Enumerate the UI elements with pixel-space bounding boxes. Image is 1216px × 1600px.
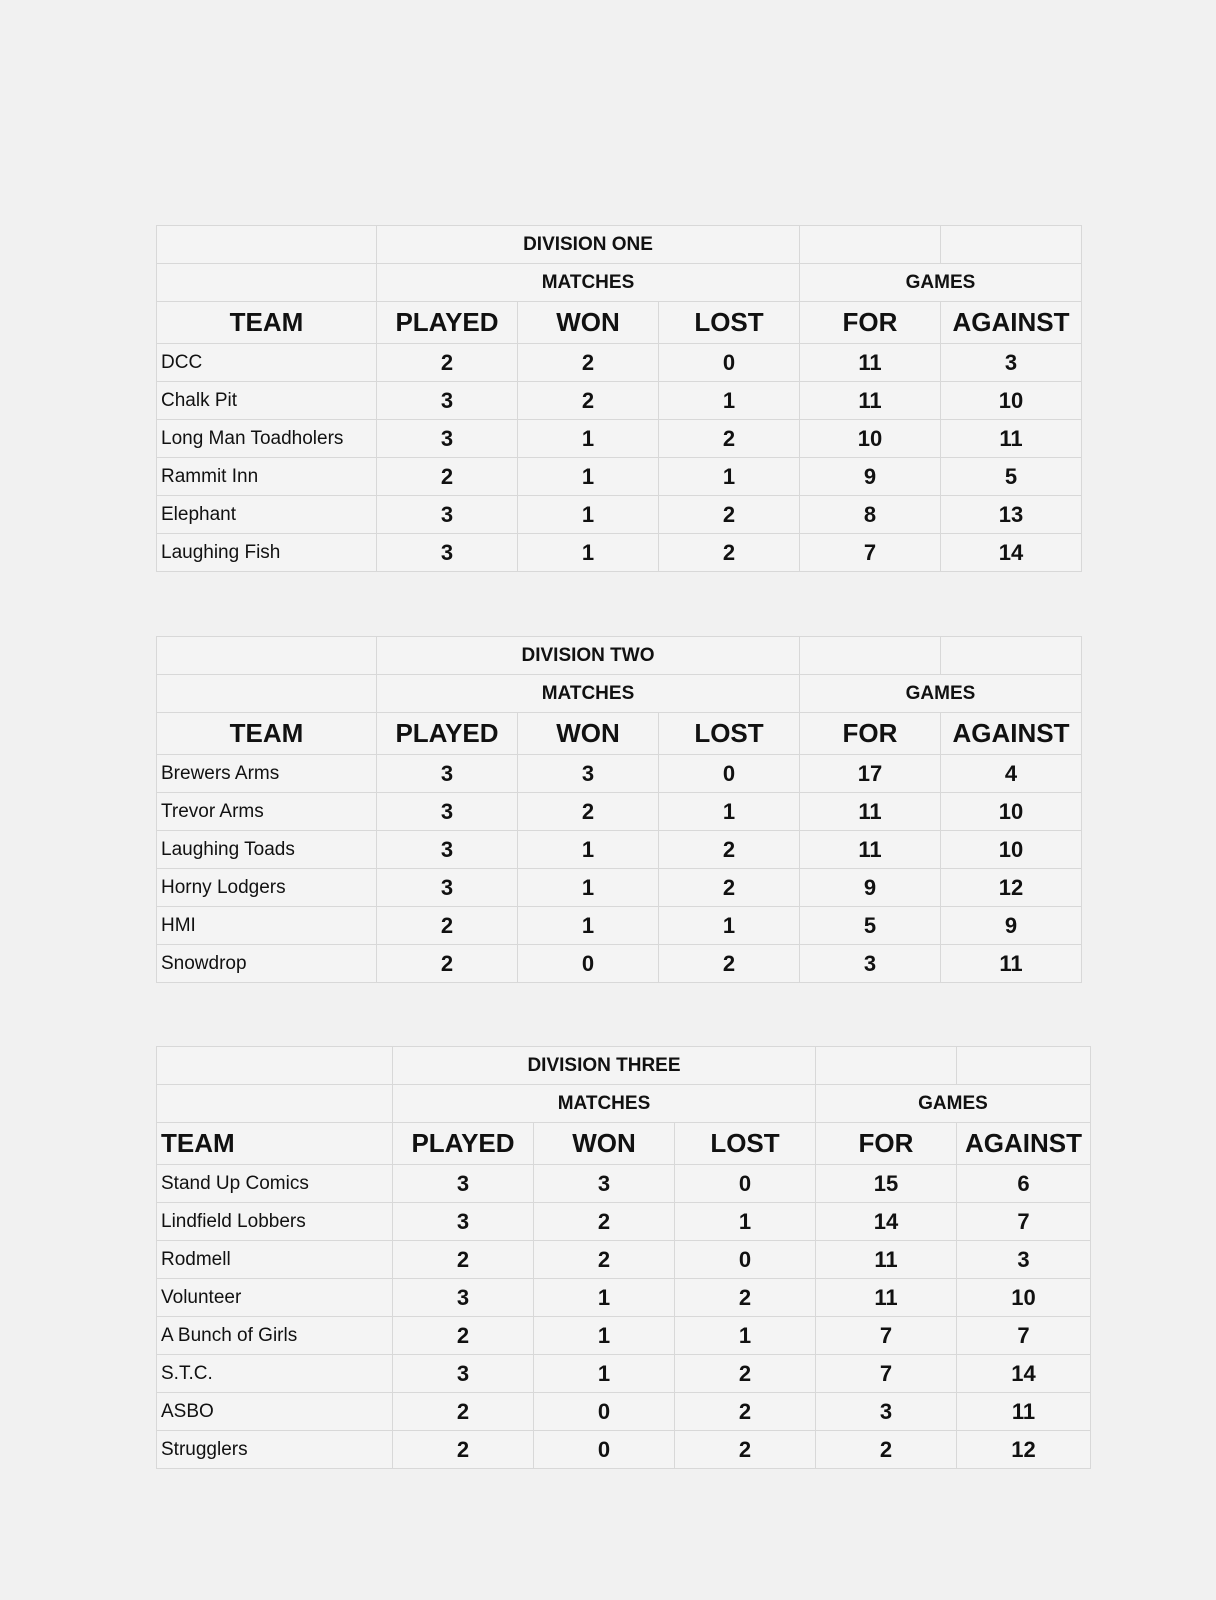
- lost-cell: 2: [675, 1355, 816, 1393]
- division-title: DIVISION ONE: [377, 226, 800, 264]
- against-cell: 10: [941, 793, 1082, 831]
- won-cell: 2: [534, 1241, 675, 1279]
- against-cell: 7: [957, 1317, 1091, 1355]
- lost-cell: 2: [675, 1431, 816, 1469]
- table-row: [157, 382, 1082, 420]
- team-cell: Elephant: [157, 496, 377, 534]
- table-row: [157, 1279, 1091, 1317]
- games-header: GAMES: [816, 1085, 1091, 1123]
- played-cell: 2: [393, 1317, 534, 1355]
- won-column-header: WON: [534, 1123, 675, 1165]
- won-cell: 0: [534, 1393, 675, 1431]
- lost-cell: 1: [675, 1317, 816, 1355]
- for-cell: 7: [816, 1355, 957, 1393]
- won-cell: 1: [534, 1355, 675, 1393]
- for-cell: 11: [800, 382, 941, 420]
- played-cell: 3: [377, 420, 518, 458]
- team-cell: Laughing Fish: [157, 534, 377, 572]
- matches-header: MATCHES: [377, 675, 800, 713]
- lost-cell: 2: [659, 420, 800, 458]
- played-cell: 2: [377, 344, 518, 382]
- against-cell: 13: [941, 496, 1082, 534]
- table-row: [157, 1241, 1091, 1279]
- division-one-table: [156, 225, 1082, 572]
- played-column-header: PLAYED: [377, 713, 518, 755]
- won-cell: 1: [534, 1317, 675, 1355]
- won-column-header: WON: [518, 302, 659, 344]
- against-column-header: AGAINST: [957, 1123, 1091, 1165]
- against-cell: 14: [941, 534, 1082, 572]
- lost-cell: 2: [659, 945, 800, 983]
- for-cell: 3: [816, 1393, 957, 1431]
- games-header: GAMES: [800, 264, 1082, 302]
- team-cell: Lindfield Lobbers: [157, 1203, 393, 1241]
- played-cell: 3: [377, 755, 518, 793]
- played-cell: 2: [377, 945, 518, 983]
- division-three-table: [156, 1046, 1091, 1469]
- won-cell: 1: [518, 534, 659, 572]
- against-cell: 3: [957, 1241, 1091, 1279]
- against-cell: 10: [957, 1279, 1091, 1317]
- won-cell: 1: [518, 496, 659, 534]
- team-cell: Rammit Inn: [157, 458, 377, 496]
- table-row: [157, 869, 1082, 907]
- for-cell: 11: [816, 1241, 957, 1279]
- lost-cell: 1: [659, 793, 800, 831]
- played-column-header: PLAYED: [377, 302, 518, 344]
- lost-cell: 0: [659, 344, 800, 382]
- lost-column-header: LOST: [659, 713, 800, 755]
- won-cell: 1: [518, 907, 659, 945]
- lost-cell: 0: [659, 755, 800, 793]
- table-row: [157, 831, 1082, 869]
- for-cell: 7: [800, 534, 941, 572]
- table-row: [157, 344, 1082, 382]
- played-cell: 2: [393, 1241, 534, 1279]
- team-cell: Strugglers: [157, 1431, 393, 1469]
- for-column-header: FOR: [816, 1123, 957, 1165]
- won-cell: 1: [534, 1279, 675, 1317]
- lost-cell: 1: [659, 458, 800, 496]
- lost-column-header: LOST: [675, 1123, 816, 1165]
- table-row: [157, 458, 1082, 496]
- against-cell: 12: [941, 869, 1082, 907]
- team-column-header: TEAM: [157, 713, 377, 755]
- games-header: GAMES: [800, 675, 1082, 713]
- for-cell: 7: [816, 1317, 957, 1355]
- for-cell: 9: [800, 458, 941, 496]
- team-cell: A Bunch of Girls: [157, 1317, 393, 1355]
- for-cell: 15: [816, 1165, 957, 1203]
- lost-cell: 2: [659, 869, 800, 907]
- table-row: [157, 534, 1082, 572]
- against-cell: 10: [941, 382, 1082, 420]
- against-column-header: AGAINST: [941, 302, 1082, 344]
- won-cell: 2: [518, 793, 659, 831]
- won-column-header: WON: [518, 713, 659, 755]
- played-cell: 3: [393, 1355, 534, 1393]
- played-cell: 3: [377, 793, 518, 831]
- team-column-header: TEAM: [157, 302, 377, 344]
- lost-cell: 2: [659, 534, 800, 572]
- against-cell: 9: [941, 907, 1082, 945]
- lost-cell: 2: [659, 496, 800, 534]
- played-cell: 3: [377, 831, 518, 869]
- division-two-table: [156, 636, 1082, 983]
- won-cell: 2: [534, 1203, 675, 1241]
- played-cell: 3: [393, 1165, 534, 1203]
- table-row: [157, 420, 1082, 458]
- team-cell: Stand Up Comics: [157, 1165, 393, 1203]
- team-cell: Trevor Arms: [157, 793, 377, 831]
- won-cell: 1: [518, 869, 659, 907]
- division-title: DIVISION TWO: [377, 637, 800, 675]
- against-cell: 5: [941, 458, 1082, 496]
- for-cell: 11: [800, 344, 941, 382]
- team-cell: Snowdrop: [157, 945, 377, 983]
- division-title: DIVISION THREE: [393, 1047, 816, 1085]
- won-cell: 1: [518, 458, 659, 496]
- won-cell: 1: [518, 831, 659, 869]
- lost-cell: 0: [675, 1165, 816, 1203]
- table-row: [157, 1393, 1091, 1431]
- won-cell: 1: [518, 420, 659, 458]
- for-cell: 5: [800, 907, 941, 945]
- won-cell: 3: [534, 1165, 675, 1203]
- won-cell: 0: [534, 1431, 675, 1469]
- table-row: [157, 1355, 1091, 1393]
- table-row: [157, 1431, 1091, 1469]
- against-cell: 14: [957, 1355, 1091, 1393]
- team-cell: Rodmell: [157, 1241, 393, 1279]
- against-cell: 11: [941, 420, 1082, 458]
- team-cell: ASBO: [157, 1393, 393, 1431]
- table-row: [157, 755, 1082, 793]
- table-row: [157, 945, 1082, 983]
- team-cell: Chalk Pit: [157, 382, 377, 420]
- played-cell: 3: [377, 382, 518, 420]
- for-cell: 10: [800, 420, 941, 458]
- for-cell: 2: [816, 1431, 957, 1469]
- played-cell: 2: [393, 1431, 534, 1469]
- team-cell: Laughing Toads: [157, 831, 377, 869]
- matches-header: MATCHES: [377, 264, 800, 302]
- for-cell: 17: [800, 755, 941, 793]
- team-cell: S.T.C.: [157, 1355, 393, 1393]
- won-cell: 2: [518, 382, 659, 420]
- lost-cell: 2: [675, 1279, 816, 1317]
- played-column-header: PLAYED: [393, 1123, 534, 1165]
- for-column-header: FOR: [800, 713, 941, 755]
- table-row: [157, 496, 1082, 534]
- won-cell: 0: [518, 945, 659, 983]
- against-cell: 11: [957, 1393, 1091, 1431]
- played-cell: 3: [377, 496, 518, 534]
- won-cell: 3: [518, 755, 659, 793]
- for-cell: 11: [816, 1279, 957, 1317]
- against-cell: 11: [941, 945, 1082, 983]
- played-cell: 2: [393, 1393, 534, 1431]
- for-cell: 3: [800, 945, 941, 983]
- for-column-header: FOR: [800, 302, 941, 344]
- lost-cell: 1: [659, 382, 800, 420]
- for-cell: 8: [800, 496, 941, 534]
- against-cell: 7: [957, 1203, 1091, 1241]
- team-cell: Long Man Toadholers: [157, 420, 377, 458]
- team-cell: Horny Lodgers: [157, 869, 377, 907]
- lost-cell: 2: [675, 1393, 816, 1431]
- played-cell: 2: [377, 907, 518, 945]
- played-cell: 3: [377, 534, 518, 572]
- for-cell: 11: [800, 793, 941, 831]
- won-cell: 2: [518, 344, 659, 382]
- for-cell: 9: [800, 869, 941, 907]
- against-cell: 10: [941, 831, 1082, 869]
- table-row: [157, 1317, 1091, 1355]
- team-cell: Brewers Arms: [157, 755, 377, 793]
- lost-cell: 1: [659, 907, 800, 945]
- played-cell: 2: [377, 458, 518, 496]
- against-cell: 6: [957, 1165, 1091, 1203]
- team-cell: Volunteer: [157, 1279, 393, 1317]
- for-cell: 11: [800, 831, 941, 869]
- table-row: [157, 1165, 1091, 1203]
- matches-header: MATCHES: [393, 1085, 816, 1123]
- against-cell: 12: [957, 1431, 1091, 1469]
- table-row: [157, 793, 1082, 831]
- lost-cell: 0: [675, 1241, 816, 1279]
- played-cell: 3: [377, 869, 518, 907]
- lost-cell: 1: [675, 1203, 816, 1241]
- team-column-header: TEAM: [157, 1123, 393, 1165]
- team-cell: HMI: [157, 907, 377, 945]
- for-cell: 14: [816, 1203, 957, 1241]
- played-cell: 3: [393, 1279, 534, 1317]
- lost-column-header: LOST: [659, 302, 800, 344]
- against-cell: 4: [941, 755, 1082, 793]
- against-column-header: AGAINST: [941, 713, 1082, 755]
- lost-cell: 2: [659, 831, 800, 869]
- table-row: [157, 907, 1082, 945]
- against-cell: 3: [941, 344, 1082, 382]
- team-cell: DCC: [157, 344, 377, 382]
- table-row: [157, 1203, 1091, 1241]
- played-cell: 3: [393, 1203, 534, 1241]
